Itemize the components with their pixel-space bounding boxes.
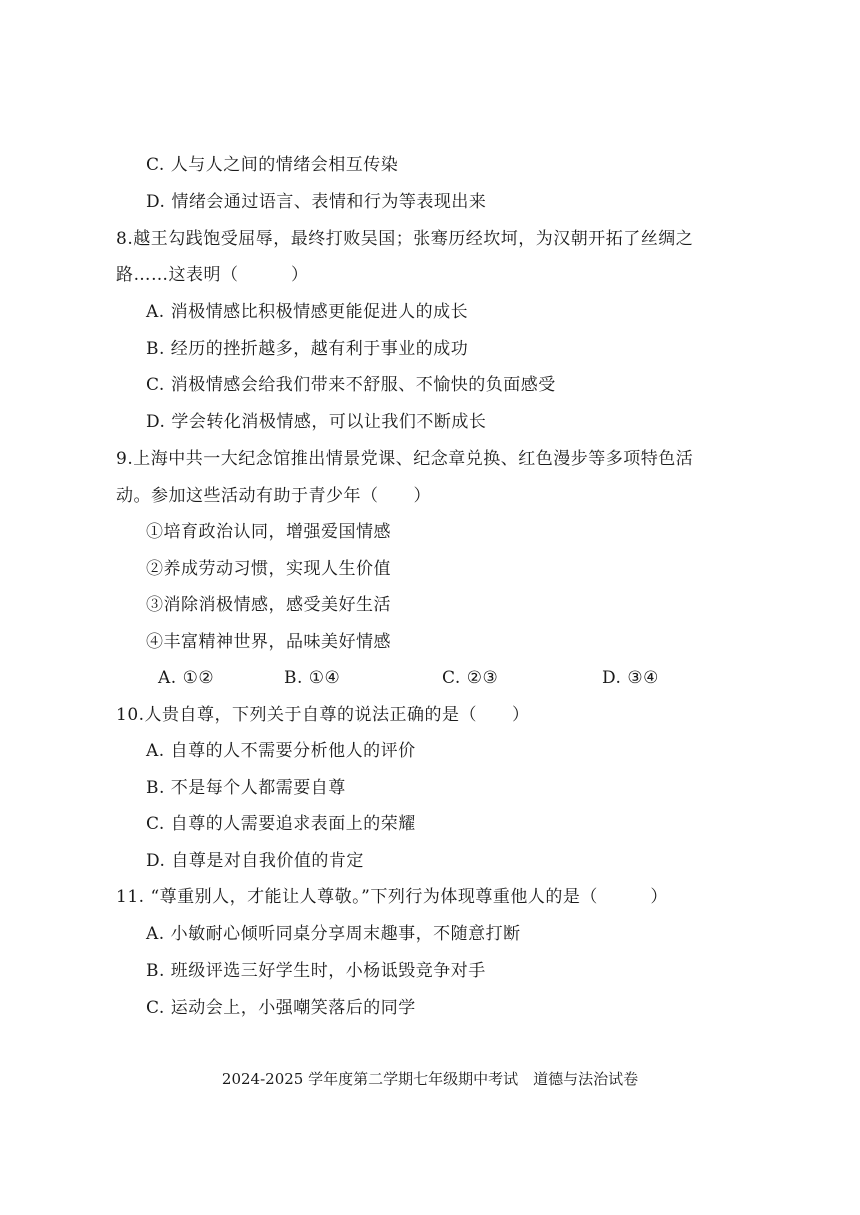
question-8-option-b: B. 经历的挫折越多，越有利于事业的成功 xyxy=(146,339,469,359)
question-10-option-c: C. 自尊的人需要追求表面上的荣耀 xyxy=(146,814,416,834)
option-d: D. 情绪会通过语言、表情和行为等表现出来 xyxy=(146,192,487,212)
page-footer: 2024-2025 学年度第二学期七年级期中考试 道德与法治试卷 xyxy=(221,1070,639,1088)
option-c: C. 人与人之间的情绪会相互传染 xyxy=(146,155,399,175)
question-9-item-3: ③消除消极情感，感受美好生活 xyxy=(146,595,391,615)
question-10-stem: 10.人贵自尊，下列关于自尊的说法正确的是（ ） xyxy=(116,705,530,725)
question-10-option-d: D. 自尊是对自我价值的肯定 xyxy=(146,851,364,871)
question-9-item-1: ①培育政治认同，增强爱国情感 xyxy=(146,522,391,542)
question-9-choice-c: C. ②③ xyxy=(442,668,499,688)
question-9-choice-b: B. ①④ xyxy=(284,668,341,688)
question-9-stem-line-2: 动。参加这些活动有助于青少年（ ） xyxy=(116,486,431,506)
question-8-stem-line-1: 8.越王勾践饱受屈辱，最终打败吴国；张骞历经坎坷，为汉朝开拓了丝绸之 xyxy=(116,229,694,249)
question-9-item-2: ②养成劳动习惯，实现人生价值 xyxy=(146,559,391,579)
question-9-item-4: ④丰富精神世界，品味美好情感 xyxy=(146,632,391,652)
question-11-option-b: B. 班级评选三好学生时，小杨诋毁竞争对手 xyxy=(146,961,486,981)
question-8-option-a: A. 消极情感比积极情感更能促进人的成长 xyxy=(146,302,469,322)
question-9-stem-line-1: 9.上海中共一大纪念馆推出情景党课、纪念章兑换、红色漫步等多项特色活 xyxy=(116,449,694,469)
question-8-option-c: C. 消极情感会给我们带来不舒服、不愉快的负面感受 xyxy=(146,375,556,395)
question-8-stem-line-2: 路……这表明（ ） xyxy=(116,265,309,285)
question-11-stem: 11. “尊重别人，才能让人尊敬。”下列行为体现尊重他人的是（ ） xyxy=(116,887,668,907)
question-11-option-c: C. 运动会上，小强嘲笑落后的同学 xyxy=(146,998,416,1018)
question-10-option-a: A. 自尊的人不需要分析他人的评价 xyxy=(146,741,416,761)
question-8-option-d: D. 学会转化消极情感，可以让我们不断成长 xyxy=(146,412,487,432)
question-11-option-a: A. 小敏耐心倾听同桌分享周末趣事，不随意打断 xyxy=(146,924,521,944)
question-9-choice-d: D. ③④ xyxy=(602,668,659,688)
question-10-option-b: B. 不是每个人都需要自尊 xyxy=(146,778,346,798)
question-9-choice-a: A. ①② xyxy=(158,668,215,688)
